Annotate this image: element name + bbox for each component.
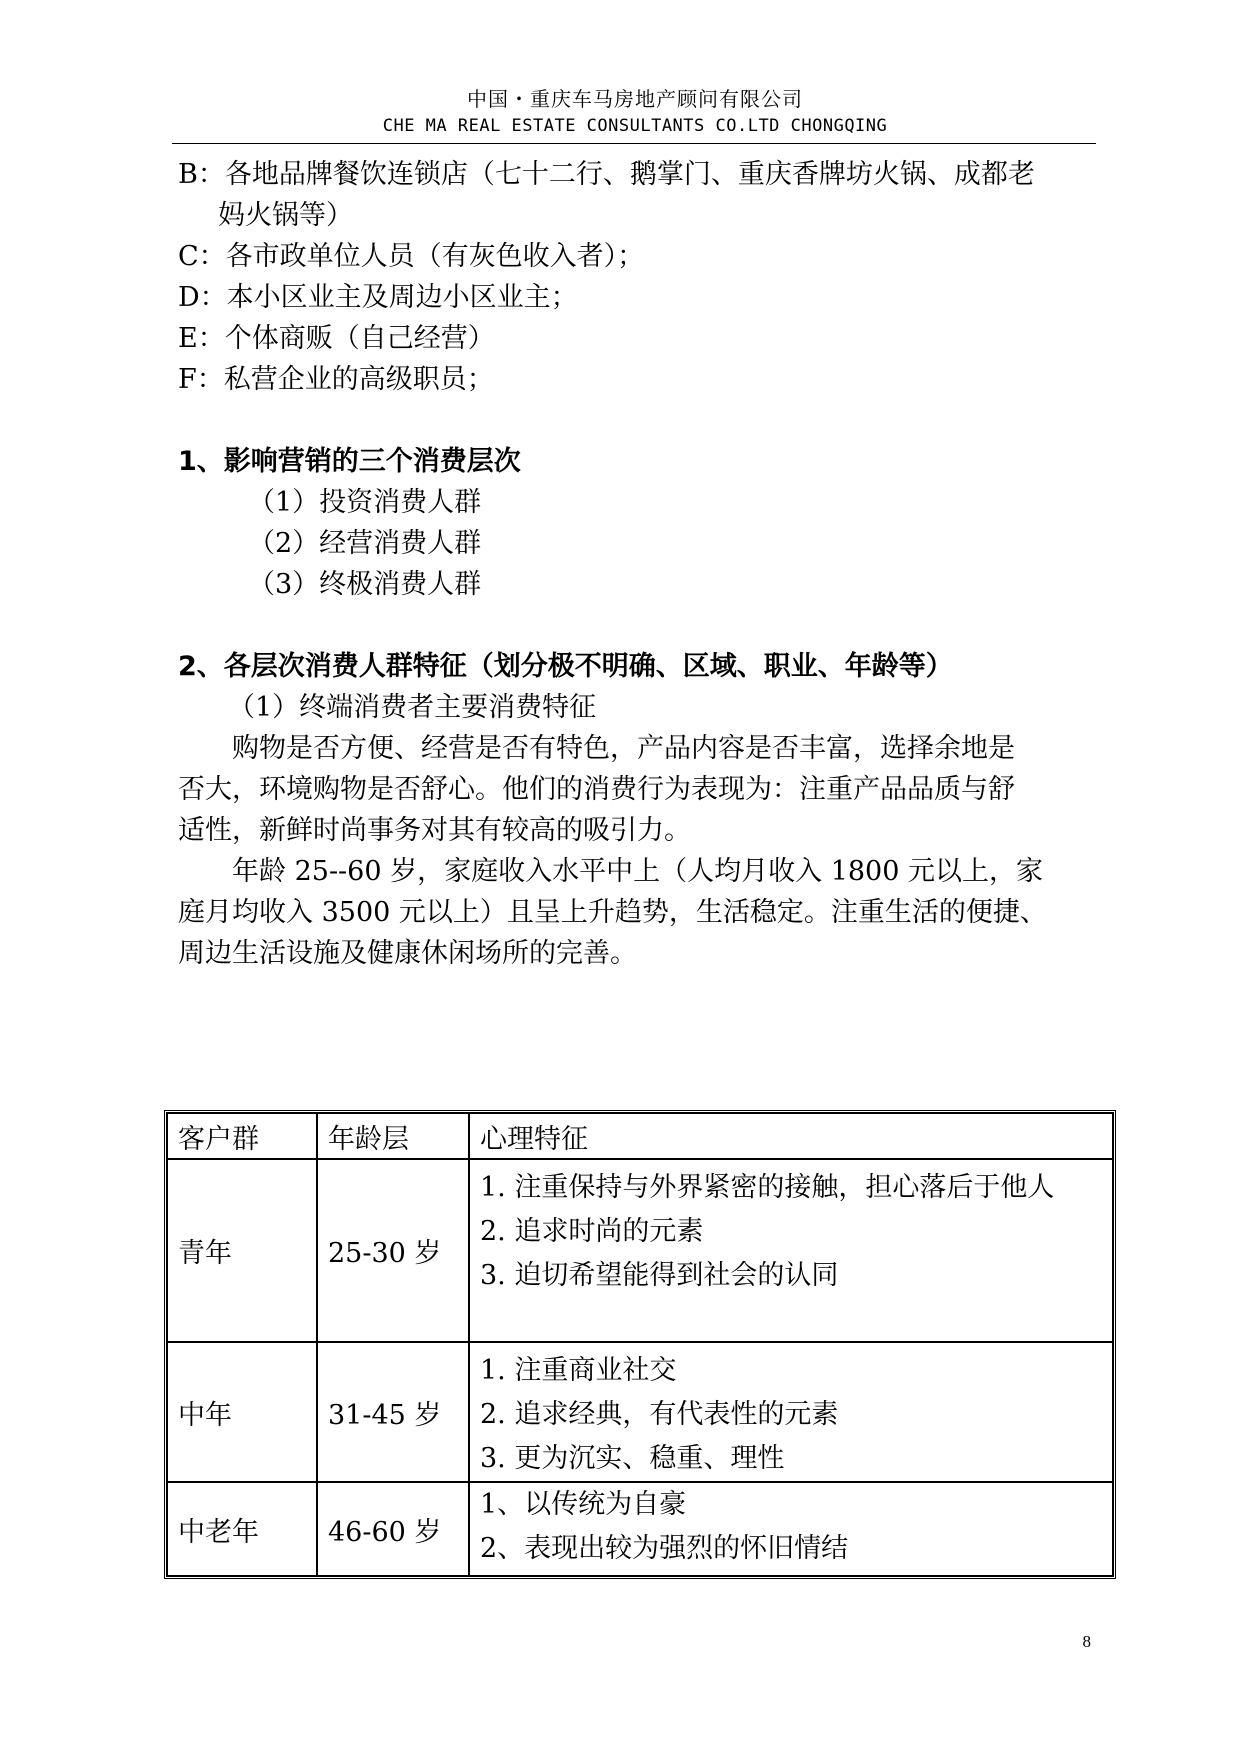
table-cell-traits bbox=[469, 1482, 1113, 1576]
page-header bbox=[175, 86, 1095, 138]
paragraph1-line: 否大，环境购物是否舒心。他们的消费行为表现为：注重产品品质与舒 bbox=[178, 774, 1015, 805]
paragraph2-line: 周边生活设施及健康休闲场所的完善。 bbox=[178, 938, 637, 969]
section2-subtitle: （1）终端消费者主要消费特征 bbox=[228, 692, 597, 723]
page-number: 8 bbox=[1082, 1632, 1091, 1651]
list-item-e: E：个体商贩（自己经营） bbox=[178, 323, 495, 354]
trait-line: 2. 追求时尚的元素 bbox=[480, 1216, 704, 1247]
consumer-traits-table bbox=[164, 1110, 1116, 1579]
trait-line: 2. 追求经典，有代表性的元素 bbox=[480, 1399, 839, 1430]
table-row bbox=[167, 1342, 1113, 1482]
company-name-cn: 中国・重庆车马房地产顾问有限公司 bbox=[467, 87, 803, 111]
table-row bbox=[167, 1482, 1113, 1576]
list-item-b: B：各地品牌餐饮连锁店（七十二行、鹅掌门、重庆香牌坊火锅、成都老 bbox=[178, 159, 1035, 190]
section1-item: （2）经营消费人群 bbox=[248, 528, 482, 559]
trait-line: 1. 注重商业社交 bbox=[480, 1355, 677, 1386]
table-row bbox=[167, 1159, 1113, 1342]
table-cell-traits bbox=[469, 1342, 1113, 1482]
list-item-d: D：本小区业主及周边小区业主； bbox=[178, 282, 578, 313]
table-cell-age: 31-45 岁 bbox=[317, 1342, 469, 1482]
table-header-cell: 年龄层 bbox=[317, 1113, 469, 1159]
trait-line: 1、以传统为自豪 bbox=[480, 1489, 687, 1520]
table-cell-age: 46-60 岁 bbox=[317, 1482, 469, 1576]
table-header-cell: 客户群 bbox=[167, 1113, 317, 1159]
paragraph2-line: 年龄 25--60 岁，家庭收入水平中上（人均月收入 1800 元以上，家 bbox=[232, 856, 1044, 887]
company-name-en: CHE MA REAL ESTATE CONSULTANTS CO.LTD CHONGQING bbox=[382, 116, 888, 136]
table-cell-age: 25-30 岁 bbox=[317, 1159, 469, 1342]
header-divider bbox=[172, 143, 1096, 144]
table-header-cell: 心理特征 bbox=[469, 1113, 1113, 1159]
paragraph1-line: 适性，新鲜时尚事务对其有较高的吸引力。 bbox=[178, 815, 691, 846]
paragraph2-line: 庭月均收入 3500 元以上）且呈上升趋势，生活稳定。注重生活的便捷、 bbox=[178, 897, 1047, 928]
paragraph1-line: 购物是否方便、经营是否有特色，产品内容是否丰富，选择余地是 bbox=[232, 733, 1015, 764]
list-item-f: F：私营企业的高级职员； bbox=[178, 364, 494, 395]
table-header-row bbox=[167, 1113, 1113, 1159]
trait-line: 1. 注重保持与外界紧密的接触，担心落后于他人 bbox=[480, 1172, 1055, 1203]
list-item-c: C：各市政单位人员（有灰色收入者）； bbox=[178, 241, 645, 272]
section1-item: （3）终极消费人群 bbox=[248, 569, 482, 600]
table-cell-traits bbox=[469, 1159, 1113, 1342]
trait-line: 3. 更为沉实、稳重、理性 bbox=[480, 1443, 785, 1474]
table-cell-group: 青年 bbox=[167, 1159, 317, 1342]
section2-title: 2、各层次消费人群特征（划分极不明确、区域、职业、年龄等） bbox=[178, 651, 953, 682]
section1-title: 1、影响营销的三个消费层次 bbox=[178, 446, 521, 477]
trait-line: 3. 迫切希望能得到社会的认同 bbox=[480, 1260, 839, 1291]
section1-item: （1）投资消费人群 bbox=[248, 487, 482, 518]
table-cell-group: 中老年 bbox=[167, 1482, 317, 1576]
list-item-b-continued: 妈火锅等） bbox=[218, 200, 353, 231]
table-cell-group: 中年 bbox=[167, 1342, 317, 1482]
trait-line: 2、表现出较为强烈的怀旧情结 bbox=[480, 1533, 849, 1564]
